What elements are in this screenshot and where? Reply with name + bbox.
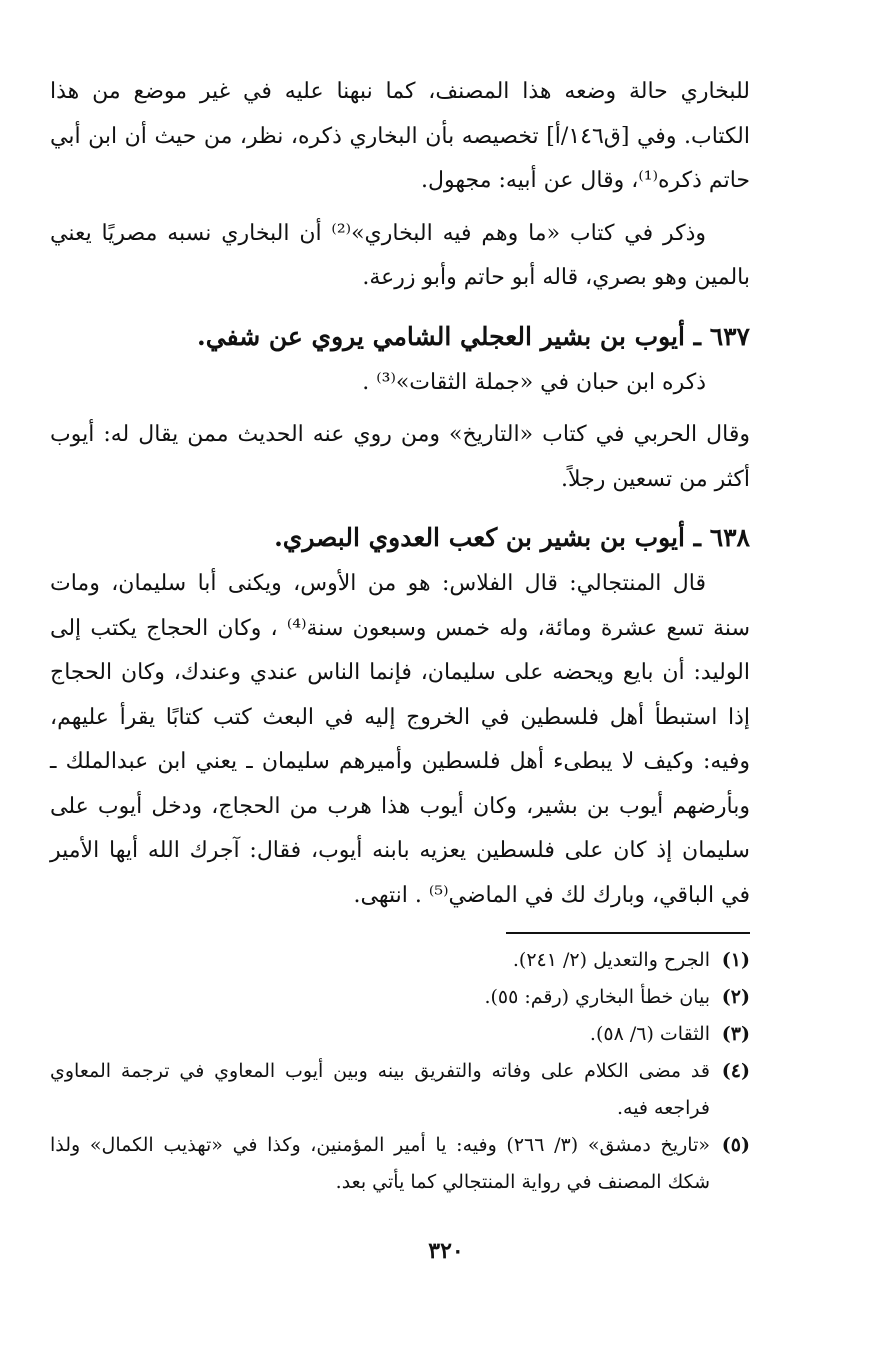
paragraph-bukhari-note: وذكر في كتاب «ما وهم فيه البخاري»⁽²⁾ أن البخاري نسبه مصريًا يعني بالمين وهو بصري، قاله أبو حاتم وأبو زرعة. bbox=[50, 220, 750, 290]
footnote-number: (١) bbox=[721, 949, 750, 971]
entry-heading-637: ٦٣٧ ـ أيوب بن بشير العجلي الشامي يروي عن شفي. bbox=[197, 321, 750, 351]
footnote-item bbox=[50, 942, 750, 979]
footnote-text: بيان خطأ البخاري (رقم: ٥٥). bbox=[484, 986, 710, 1008]
footnote-text: «تاريخ دمشق» (٣/ ٢٦٦) وفيه: يا أمير المؤمنين، وكذا في «تهذيب الكمال» ولذا شكك المصنف في رواية المنتجالي كما يأتي بعد. bbox=[50, 1134, 710, 1193]
paragraph-harbi: وقال الحربي في كتاب «التاريخ» ومن روي عنه الحديث ممن يقال له: أيوب أكثر من تسعين رجلاً. bbox=[50, 422, 750, 492]
footnote-item bbox=[50, 1127, 750, 1201]
footnote-text: قد مضى الكلام على وفاته والتفريق بينه وبين أيوب المعاوي في ترجمة المعاوي فراجعه فيه. bbox=[50, 1060, 710, 1119]
page-body bbox=[50, 70, 750, 1201]
entry-heading-638: ٦٣٨ ـ أيوب بن بشير بن كعب العدوي البصري. bbox=[274, 523, 750, 552]
footnote-number: (٤) bbox=[721, 1060, 750, 1082]
footnote-number: (٥) bbox=[721, 1134, 750, 1156]
footnote-item bbox=[50, 979, 750, 1016]
footnote-text: الثقات (٦/ ٥٨). bbox=[589, 1023, 710, 1045]
footnotes bbox=[50, 942, 750, 1201]
footnote-text: الجرح والتعديل (٢/ ٢٤١). bbox=[512, 949, 710, 971]
footnote-item bbox=[50, 1053, 750, 1127]
footnote-separator bbox=[506, 932, 750, 934]
paragraph-ibn-hibban: ذكره ابن حبان في «جملة الثقات»⁽³⁾ . bbox=[362, 369, 706, 395]
page-number: ٣٢٠ bbox=[428, 1238, 464, 1264]
footnote-item bbox=[50, 1016, 750, 1053]
footnote-number: (٣) bbox=[721, 1023, 750, 1045]
footnote-number: (٢) bbox=[721, 986, 750, 1008]
paragraph-muntajali: قال المنتجالي: قال الفلاس: هو من الأوس، ويكنى أبا سليمان، ومات سنة تسع عشرة ومائة، وله خمس وسبعون سنة⁽⁴⁾ ، وكان الحجاج يكتب إلى الوليد: أن بايع ويحضه على سليمان، فإنما الناس عندي وعندك، وكان الحجاج إذا استبطأ أهل فلسطين في الخروج إليه في البعث كتب كتابًا يقرأ عليهم، وفيه: وكيف لا يبطىء أهل فلسطين وأميرهم سليمان ـ يعني ابن عبدالملك ـ وبأرضهم أيوب بن بشير، وكان أيوب هذا هرب من الحجاج، ودخل أيوب على سليمان إذ كان على فلسطين يعزيه بابنه أيوب، فقال: آجرك الله أيها الأمير في الباقي، وبارك لك في الماضي⁽⁵⁾ . انتهى. bbox=[50, 571, 751, 908]
paragraph-continuation: للبخاري حالة وضعه هذا المصنف، كما نبهنا عليه في غير موضع من هذا الكتاب. وفي [ق١٤٦/أ] تخصيصه بأن البخاري ذكره، نظر، من حيث أن ابن أبي حاتم ذكره⁽¹⁾، وقال عن أبيه: مجهول. bbox=[50, 79, 750, 193]
